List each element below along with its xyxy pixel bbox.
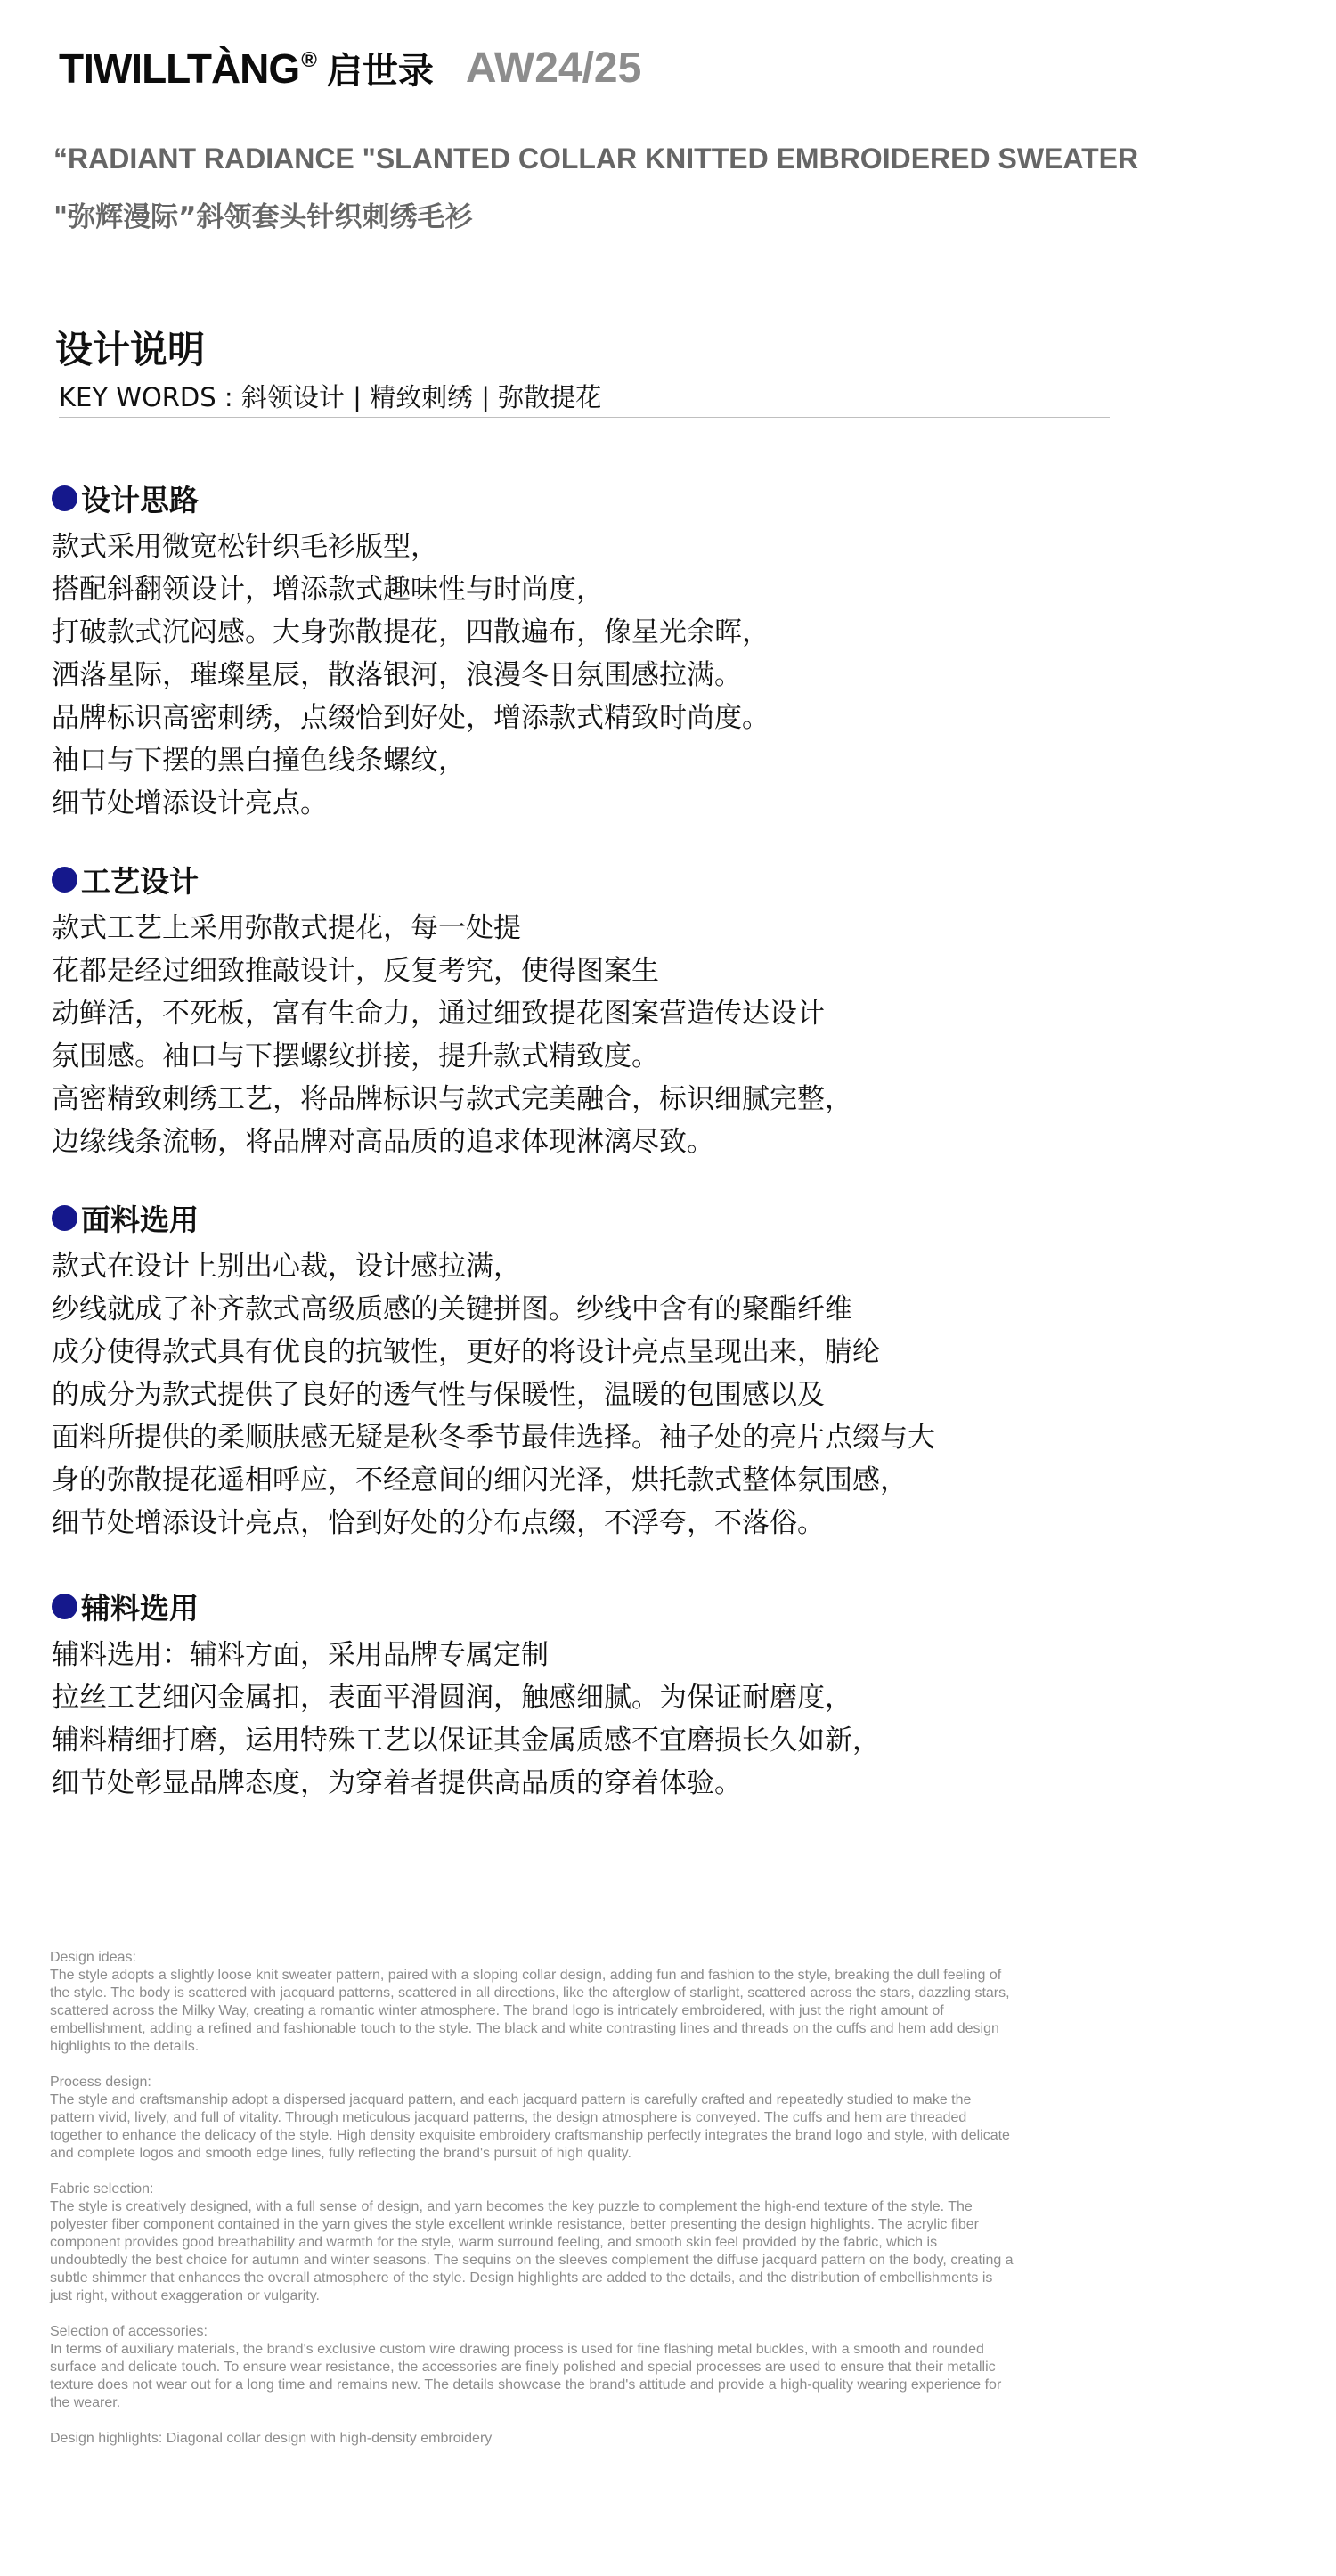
english-line: surface and delicate touch. To ensure wear resistance, the accessories are finely polished and special processes are used to ensure that their metallic bbox=[50, 2360, 996, 2375]
body-line: 纱线就成了补齐款式高级质感的关键拼图。纱线中含有的聚酯纤维 bbox=[52, 1293, 852, 1325]
section-title: 辅料选用 bbox=[81, 1590, 199, 1626]
section-body bbox=[52, 526, 770, 825]
brand-header bbox=[59, 43, 641, 94]
body-line: 细节处彰显品牌态度，为穿着者提供高品质的穿着体验。 bbox=[52, 1767, 742, 1799]
english-fabric-selection bbox=[50, 2181, 1208, 2305]
bullet-dot-icon bbox=[52, 1594, 77, 1619]
section-heading bbox=[52, 1586, 880, 1626]
section-body bbox=[52, 907, 852, 1163]
english-line: highlights to the details. bbox=[50, 2039, 200, 2054]
body-line: 款式采用微宽松针织毛衫版型， bbox=[52, 531, 438, 563]
section-title: 工艺设计 bbox=[81, 863, 199, 899]
design-heading: 设计说明 bbox=[55, 328, 206, 371]
section-heading bbox=[52, 1197, 935, 1238]
body-line: 款式工艺上采用弥散式提花，每一处提 bbox=[52, 912, 521, 944]
english-line: embellishment, adding a refined and fashionable touch to the style. The black and white contrasting lines and threads on the cuffs and hem add design bbox=[50, 2021, 999, 2036]
body-line: 成分使得款式具有优良的抗皱性，更好的将设计亮点呈现出来，腈纶 bbox=[52, 1336, 880, 1368]
english-line: scattered across the Milky Way, creating a romantic winter atmosphere. The brand logo is intricately embroidered, with just the right amount of bbox=[50, 2003, 944, 2018]
keywords-line: KEY WORDS : 斜领设计 | 精致刺绣 | 弥散提花 bbox=[59, 382, 602, 412]
brand-latin-name: TIWILLTÀNG bbox=[59, 45, 300, 92]
section-heading bbox=[52, 477, 770, 518]
english-line: component provides good breathability and warmth for the style, warm surround feeling, and smooth skin feel provided by the fabric, which is bbox=[50, 2235, 938, 2250]
product-title-cn: "弥辉漫际”斜领套头针织刺绣毛衫 bbox=[53, 201, 473, 233]
english-line: texture does not wear out for a long time and remains new. The details showcase the brand's attitude and provide a high-quality wearing experience for bbox=[50, 2377, 1002, 2393]
divider bbox=[59, 417, 1110, 418]
english-line: The style adopts a slightly loose knit sweater pattern, paired with a sloping collar design, adding fun and fashion to the style, breaking the dull feeling of bbox=[50, 1968, 1002, 1983]
body-line: 动鲜活，不死板，富有生命力，通过细致提花图案营造传达设计 bbox=[52, 998, 825, 1030]
body-line: 辅料精细打磨，运用特殊工艺以保证其金属质感不宜磨损长久如新， bbox=[52, 1724, 880, 1757]
english-line: The style and craftsmanship adopt a dispersed jacquard pattern, and each jacquard pattern is carefully crafted and repeatedly studied to make the bbox=[50, 2092, 972, 2107]
section-title: 面料选用 bbox=[81, 1202, 199, 1237]
body-line: 氛围感。袖口与下摆螺纹拼接，提升款式精致度。 bbox=[52, 1040, 659, 1072]
body-line: 细节处增添设计亮点。 bbox=[52, 787, 328, 819]
bullet-dot-icon bbox=[52, 485, 77, 511]
section-body bbox=[52, 1245, 935, 1545]
english-line: In terms of auxiliary materials, the brand's exclusive custom wire drawing process is used for fine flashing metal buckles, with a smooth and rounded bbox=[50, 2342, 984, 2357]
english-line: just right, without exaggeration or vulgarity. bbox=[50, 2288, 320, 2303]
section-heading bbox=[52, 859, 852, 900]
english-process-design bbox=[50, 2074, 1208, 2163]
english-line: undoubtedly the best choice for autumn and winter seasons. The sequins on the sleeves complement the diffuse jacquard pattern on the body, creating a bbox=[50, 2253, 1014, 2268]
english-line: polyester fiber component contained in the yarn gives the style excellent wrinkle resistance, better presenting the design highlights. The acrylic fiber bbox=[50, 2217, 979, 2232]
body-line: 高密精致刺绣工艺，将品牌标识与款式完美融合，标识细腻完整， bbox=[52, 1083, 852, 1115]
english-line: The style is creatively designed, with a full sense of design, and yarn becomes the key puzzle to complement the high-end texture of the style. The bbox=[50, 2199, 973, 2214]
body-line: 款式在设计上别出心裁，设计感拉满， bbox=[52, 1251, 521, 1283]
product-title-en: “RADIANT RADIANCE "SLANTED COLLAR KNITTED EMBROIDERED SWEATER bbox=[53, 143, 1139, 175]
body-line: 的成分为款式提供了良好的透气性与保暖性，温暖的包围感以及 bbox=[52, 1379, 825, 1411]
english-section-title: Process design: bbox=[50, 2075, 151, 2090]
english-line: the wearer. bbox=[50, 2395, 121, 2410]
body-line: 细节处增添设计亮点，恰到好处的分布点缀，不浮夸，不落俗。 bbox=[52, 1507, 825, 1539]
section-process-design bbox=[52, 859, 852, 1163]
english-section-title: Design ideas: bbox=[50, 1950, 136, 1965]
english-line: pattern vivid, lively, and full of vitality. Through meticulous jacquard patterns, the design atmosphere is conveyed. The cuffs and hem are threaded bbox=[50, 2110, 967, 2125]
english-accessories bbox=[50, 2323, 1208, 2412]
english-line: subtle shimmer that enhances the overall atmosphere of the style. Design highlights are added to the details, and the distribution of embellishments is bbox=[50, 2270, 993, 2286]
body-line: 身的弥散提花遥相呼应，不经意间的细闪光泽，烘托款式整体氛围感， bbox=[52, 1464, 908, 1496]
brand-logo bbox=[59, 45, 316, 92]
body-line: 面料所提供的柔顺肤感无疑是秋冬季节最佳选择。袖子处的亮片点缀与大 bbox=[52, 1422, 935, 1454]
body-line: 花都是经过细致推敲设计，反复考究，使得图案生 bbox=[52, 955, 659, 987]
body-line: 打破款式沉闷感。大身弥散提花，四散遍布，像星光余晖， bbox=[52, 616, 770, 648]
season-label: AW24/25 bbox=[465, 44, 642, 92]
bullet-dot-icon bbox=[52, 1205, 77, 1231]
english-section-title: Selection of accessories: bbox=[50, 2324, 208, 2339]
body-line: 品牌标识高密刺绣，点缀恰到好处，增添款式精致时尚度。 bbox=[52, 702, 770, 734]
body-line: 边缘线条流畅，将品牌对高品质的追求体现淋漓尽致。 bbox=[52, 1126, 714, 1158]
body-line: 搭配斜翻领设计，增添款式趣味性与时尚度， bbox=[52, 574, 604, 606]
english-design-ideas bbox=[50, 1949, 1208, 2056]
bullet-dot-icon bbox=[52, 867, 77, 893]
body-line: 洒落星际，璀璨星辰，散落银河，浪漫冬日氛围感拉满。 bbox=[52, 659, 742, 691]
section-design-ideas bbox=[52, 477, 770, 825]
body-line: 袖口与下摆的黑白撞色线条螺纹， bbox=[52, 745, 466, 777]
design-highlights-note: Design highlights: Diagonal collar design with high-density embroidery bbox=[50, 2431, 493, 2446]
english-line: the style. The body is scattered with jacquard patterns, scattered in all directions, like the afterglow of starlight, scattered across the stars, dazzling stars, bbox=[50, 1985, 1010, 2001]
registered-mark: ® bbox=[301, 47, 316, 72]
brand-chinese-name: 启世录 bbox=[326, 51, 434, 92]
english-footer bbox=[50, 2430, 1208, 2448]
section-body bbox=[52, 1634, 880, 1805]
section-accessories bbox=[52, 1586, 880, 1805]
english-section-title: Fabric selection: bbox=[50, 2181, 154, 2197]
english-line: together to enhance the delicacy of the style. High density exquisite embroidery craftsmanship perfectly integrates the brand logo and style, with delicate bbox=[50, 2128, 1010, 2143]
section-fabric-selection bbox=[52, 1197, 935, 1545]
body-line: 辅料选用：辅料方面，采用品牌专属定制 bbox=[52, 1639, 549, 1671]
body-line: 拉丝工艺细闪金属扣，表面平滑圆润，触感细腻。为保证耐磨度， bbox=[52, 1682, 852, 1714]
section-title: 设计思路 bbox=[81, 482, 199, 518]
english-line: and complete logos and smooth edge lines, fully reflecting the brand's pursuit of high quality. bbox=[50, 2146, 631, 2161]
